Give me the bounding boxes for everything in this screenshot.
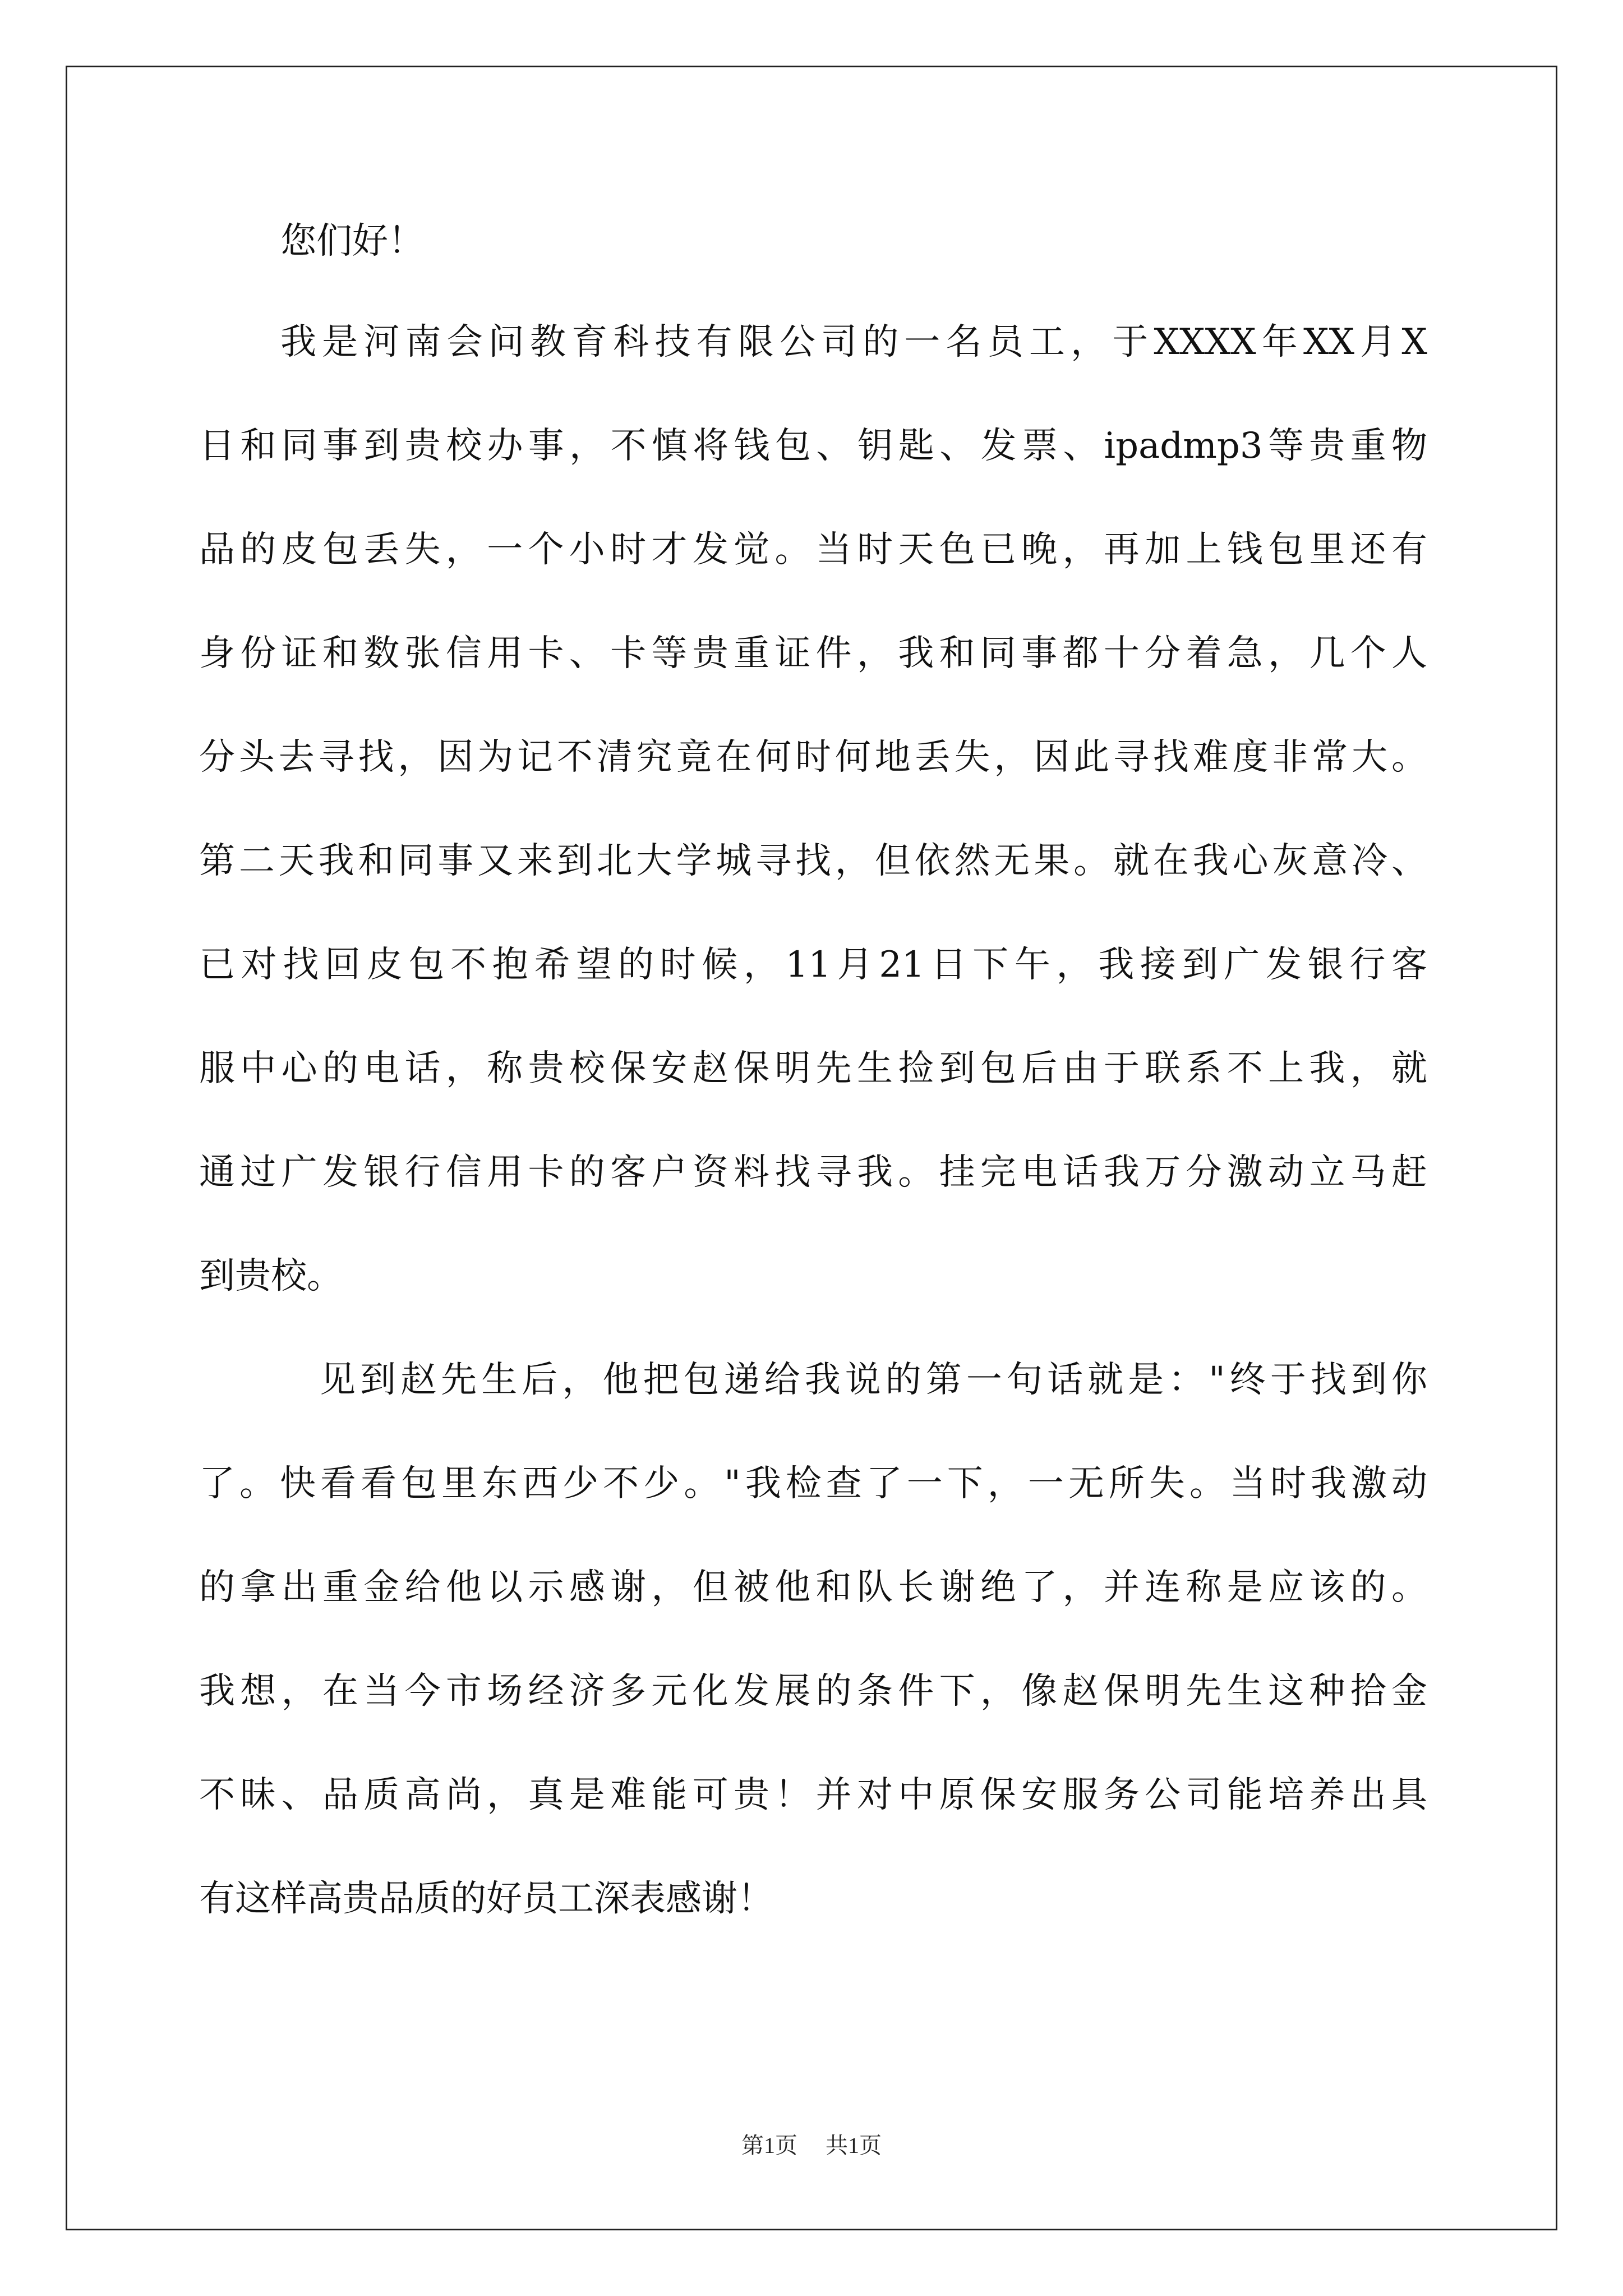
paragraph-2-line-3: 的拿出重金给他以示感谢，但被他和队长谢绝了，并连称是应该的。 <box>199 1567 1427 1608</box>
paragraph-1-line-8: 服中心的电话，称贵校保安赵保明先生捡到包后由于联系不上我，就 <box>199 1048 1427 1089</box>
paragraph-1-line-9: 通过广发银行信用卡的客户资料找寻我。挂完电话我万分激动立马赶 <box>199 1152 1427 1193</box>
paragraph-2-line-2: 了。快看看包里东西少不少。"我检查了一下，一无所失。当时我激动 <box>199 1463 1427 1504</box>
paragraph-2-line-5: 不昧、品质高尚，真是难能可贵！并对中原保安服务公司能培养出具 <box>199 1774 1427 1816</box>
paragraph-1-line-10: 到贵校。 <box>199 1255 343 1297</box>
paragraph-2-line-1: 见到赵先生后，他把包递给我说的第一句话就是："终于找到你 <box>320 1359 1427 1401</box>
paragraph-1-line-7: 已对找回皮包不抱希望的时候，11月21日下午，我接到广发银行客 <box>199 944 1427 986</box>
paragraph-1-line-1: 我是河南会问教育科技有限公司的一名员工，于XXXX年XX月X <box>280 321 1427 363</box>
paragraph-1-line-4: 身份证和数张信用卡、卡等贵重证件，我和同事都十分着急，几个人 <box>199 633 1427 674</box>
page-number-total: 共1页 <box>826 2133 882 2158</box>
paragraph-1-line-6: 第二天我和同事又来到北大学城寻找，但依然无果。就在我心灰意冷、 <box>199 840 1427 882</box>
paragraph-2-line-4: 我想，在当今市场经济多元化发展的条件下，像赵保明先生这种拾金 <box>199 1671 1427 1712</box>
paragraph-1-line-3: 品的皮包丢失，一个小时才发觉。当时天色已晚，再加上钱包里还有 <box>199 529 1427 570</box>
letter-greeting: 您们好！ <box>280 220 424 262</box>
paragraph-2-line-6: 有这样高贵品质的好员工深表感谢！ <box>199 1878 773 1920</box>
paragraph-1-line-5: 分头去寻找，因为记不清究竟在何时何地丢失，因此寻找难度非常大。 <box>199 737 1427 778</box>
page-number-current: 第1页 <box>741 2133 797 2158</box>
page-footer <box>0 2129 1623 2162</box>
paragraph-1-line-2: 日和同事到贵校办事，不慎将钱包、钥匙、发票、ipadmp3等贵重物 <box>199 425 1427 467</box>
